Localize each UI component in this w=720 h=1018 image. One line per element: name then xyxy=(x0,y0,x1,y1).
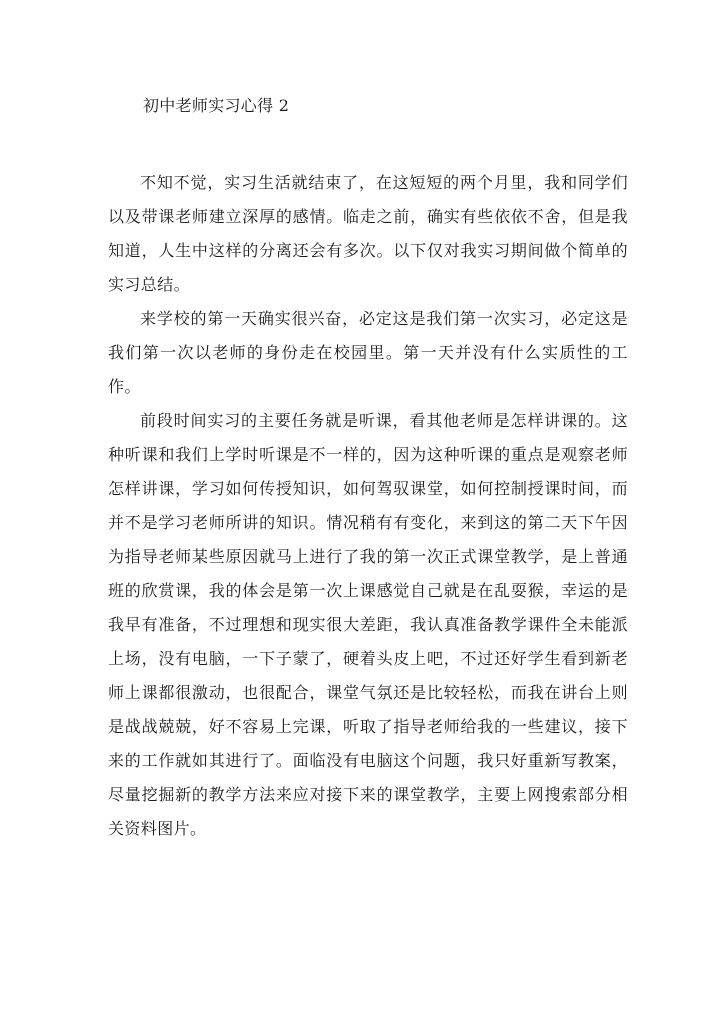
paragraph-2: 来学校的第一天确实很兴奋，必定这是我们第一次实习，必定这是我们第一次以老师的身份走在校园里。第一天并没有什么实质性的工作。 xyxy=(108,309,628,396)
paragraph-3: 前段时间实习的主要任务就是听课，看其他老师是怎样讲课的。这种听课和我们上学时听课是不一样的，因为这种听课的重点是观察老师怎样讲课，学习如何传授知识，如何驾驭课堂，如何控制授课时间，而并不是学习老师所讲的知识。情况稍有有变化，来到这的第二天下午因为指导老师某些原因就马上进行了我的第一次正式课堂教学，是上普通班的欣赏课，我的体会是第一次上课感觉自己就是在乱耍猴，幸运的是我早有准备，不过理想和现实很大差距，我认真准备教学课件全未能派上场，没有电脑，一下子蒙了，硬着头皮上吧，不过还好学生看到新老师上课都很激动，也很配合，课堂气氛还是比较轻松，而我在讲台上则是战战兢兢，好不容易上完课，听取了指导老师给我的一些建议，接下来的工作就如其进行了。面临没有电脑这个问题，我只好重新写教案，尽量挖掘新的教学方法来应对接下来的课堂教学，主要上网搜索部分相关资料图片。 xyxy=(108,411,628,838)
document-title: 初中老师实习心得 2 xyxy=(143,96,290,115)
paragraph-1: 不知不觉，实习生活就结束了，在这短短的两个月里，我和同学们以及带课老师建立深厚的感情。临走之前，确实有些依依不舍，但是我知道，人生中这样的分离还会有多次。以下仅对我实习期间做个简单的实习总结。 xyxy=(108,173,628,294)
document-body xyxy=(108,166,628,846)
